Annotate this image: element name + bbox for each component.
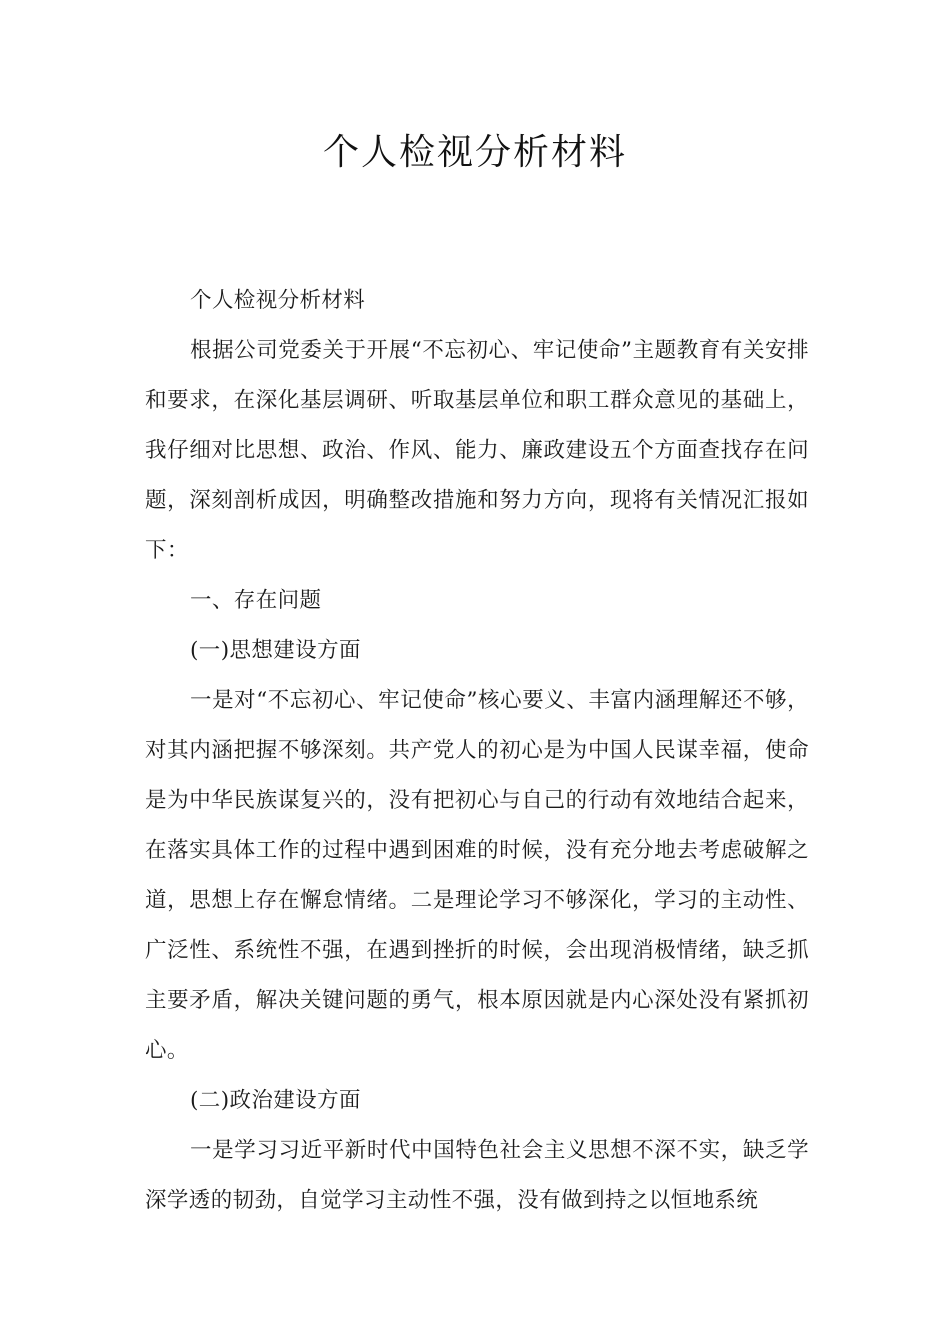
document-title: 个人检视分析材料 bbox=[322, 132, 627, 173]
subsection-heading-ideology: (一)思想建设方面 bbox=[190, 638, 361, 663]
document-body bbox=[145, 276, 809, 1226]
paragraph-intro: 根据公司党委关于开展“不忘初心、牢记使命”主题教育有关安排和要求，在深化基层调研、听取基层单位和职工群众意见的基础上，我仔细对比思想、政治、作风、能力、廉政建设五个方面查找存在问题，深刻剖析成因，明确整改措施和努力方向，现将有关情况汇报如下： bbox=[145, 338, 809, 563]
paragraph-politics: 一是学习习近平新时代中国特色社会主义思想不深不实，缺乏学深学透的韧劲，自觉学习主动性不强，没有做到持之以恒地系统 bbox=[145, 1138, 809, 1213]
paragraph-subtitle: 个人检视分析材料 bbox=[190, 288, 366, 313]
section-heading-problems: 一、存在问题 bbox=[190, 588, 322, 613]
subsection-heading-politics: (二)政治建设方面 bbox=[190, 1088, 361, 1113]
paragraph-ideology: 一是对“不忘初心、牢记使命”核心要义、丰富内涵理解还不够，对其内涵把握不够深刻。共产党人的初心是为中国人民谋幸福，使命是为中华民族谋复兴的，没有把初心与自己的行动有效地结合起来，在落实具体工作的过程中遇到困难的时候，没有充分地去考虑破解之道，思想上存在懈怠情绪。二是理论学习不够深化，学习的主动性、广泛性、系统性不强，在遇到挫折的时候，会出现消极情绪，缺乏抓主要矛盾，解决关键问题的勇气，根本原因就是内心深处没有紧抓初心。 bbox=[145, 688, 809, 1063]
